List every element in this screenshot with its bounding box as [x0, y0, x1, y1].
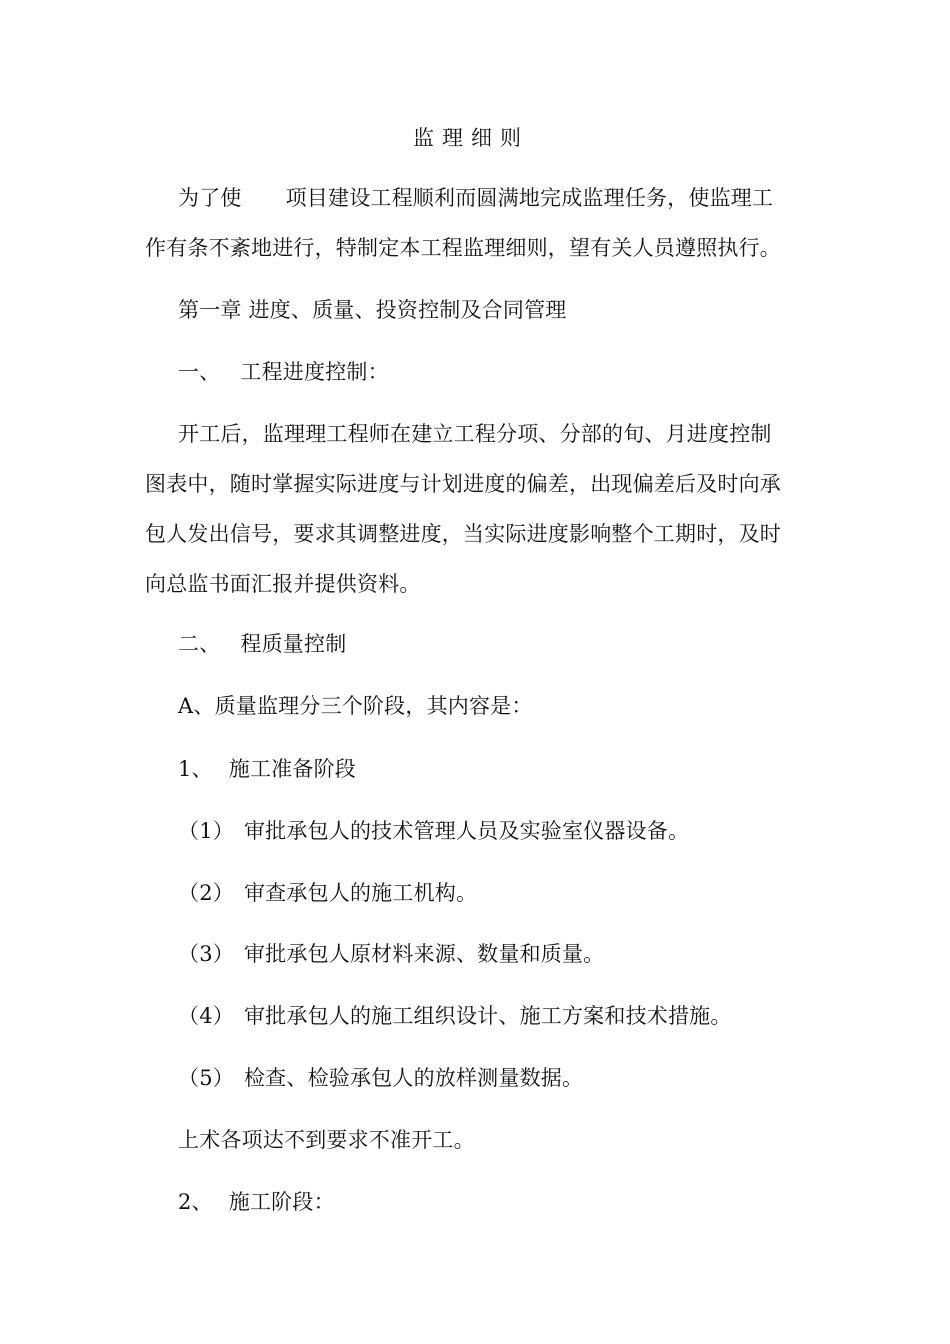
list-item-text: 审批承包人的施工组织设计、施工方案和技术措施。: [243, 1004, 732, 1028]
list-item-number: （3）: [178, 942, 234, 966]
section-heading-2: [178, 630, 346, 658]
stage-number: 1、: [178, 757, 213, 781]
list-item: [178, 817, 689, 845]
document-title: 监理细则: [413, 126, 529, 150]
list-item-number: （5）: [178, 1066, 234, 1090]
schedule-paragraph-line: 开工后，监理理工程师在建立工程分项、分部的旬、月进度控制: [178, 422, 772, 446]
list-item-number: （2）: [178, 881, 234, 905]
schedule-paragraph-line: 图表中，随时掌握实际进度与计划进度的偏差，出现偏差后及时向承: [145, 472, 781, 496]
schedule-paragraph-line: 包人发出信号，要求其调整进度，当实际进度影响整个工期时，及时: [145, 522, 781, 546]
section-number: 二、: [178, 632, 221, 656]
list-item: [178, 879, 477, 907]
list-item-text: 审批承包人的技术管理人员及实验室仪器设备。: [243, 819, 690, 843]
list-item: [178, 1064, 583, 1092]
list-item-text: 审查承包人的施工机构。: [243, 881, 478, 905]
intro-line-2: 作有条不紊地进行，特制定本工程监理细则，望有关人员遵照执行。: [145, 236, 781, 260]
section-heading-1: [178, 358, 389, 386]
stage-title: 施工准备阶段: [228, 757, 356, 781]
list-item: [178, 1002, 732, 1030]
intro-part-2: 项目建设工程顺利而圆满地完成监理任务，使监理工: [285, 186, 774, 210]
stage-note: 上术各项达不到要求不准开工。: [178, 1128, 475, 1152]
stage-heading-2: [178, 1188, 335, 1216]
schedule-paragraph-line: 向总监书面汇报并提供资料。: [145, 572, 421, 596]
stage-heading-1: [178, 755, 356, 783]
list-item-text: 审批承包人原材料来源、数量和质量。: [243, 942, 605, 966]
list-item: [178, 940, 604, 968]
chapter-heading: 第一章 进度、质量、投资控制及合同管理: [178, 298, 567, 322]
intro-part-1: 为了使: [178, 186, 242, 210]
quality-intro: A、质量监理分三个阶段，其内容是：: [178, 694, 533, 718]
section-number: 一、: [178, 360, 221, 384]
list-item-number: （1）: [178, 819, 234, 843]
stage-title: 施工阶段：: [228, 1190, 335, 1214]
stage-number: 2、: [178, 1190, 213, 1214]
section-title: 程质量控制: [240, 632, 347, 656]
list-item-text: 检查、检验承包人的放样测量数据。: [243, 1066, 584, 1090]
list-item-number: （4）: [178, 1004, 234, 1028]
intro-line-1: [178, 184, 773, 212]
section-title: 工程进度控制：: [240, 360, 389, 384]
